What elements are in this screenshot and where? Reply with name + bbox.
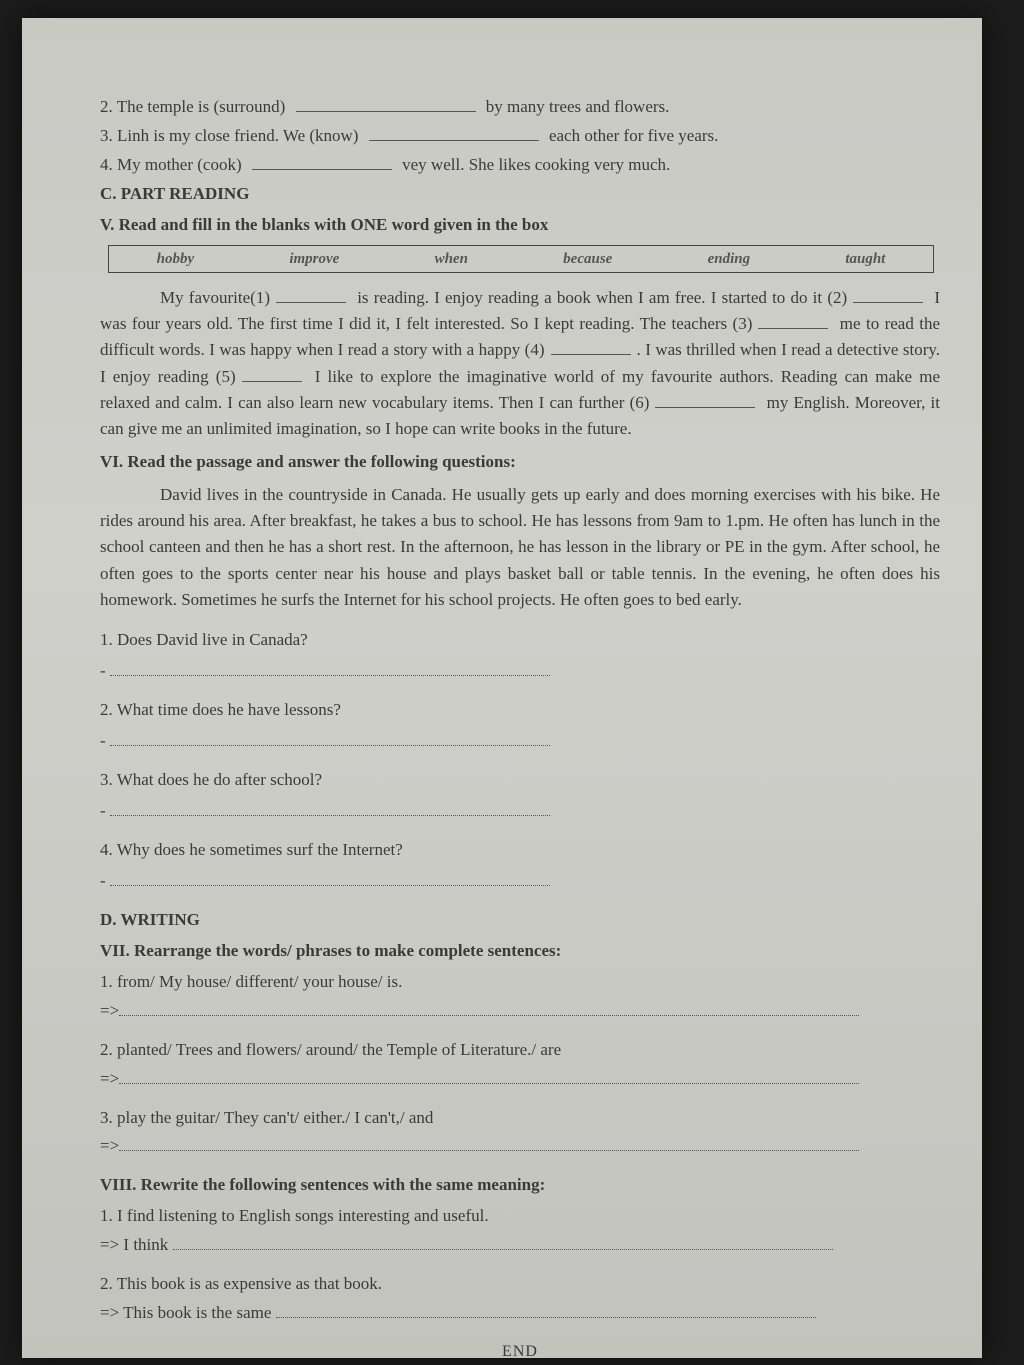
word-box-item: because	[563, 250, 613, 267]
cloze-blank-1[interactable]	[276, 301, 346, 303]
rewrite-item-2: 2. This book is as expensive as that book.	[100, 1274, 383, 1294]
rearrange-answer-1[interactable]: =>	[100, 1000, 940, 1023]
rearrange-answer-2[interactable]: =>	[100, 1068, 940, 1091]
part-b-item-2: 2. The temple is (surround) by many trees and flowers.	[100, 97, 670, 116]
answer-blank[interactable]	[369, 139, 539, 141]
word-box-item: taught	[845, 250, 886, 267]
answer-blank[interactable]	[252, 168, 392, 170]
rearrange-answer-3[interactable]: =>	[100, 1135, 940, 1158]
answer-line-1[interactable]: -	[100, 660, 940, 683]
word-box	[108, 245, 934, 273]
rearrange-item-3: 3. play the guitar/ They can't/ either./ I can't,/ and	[100, 1107, 434, 1127]
section-viii-title: VIII. Rewrite the following sentences with the same meaning:	[100, 1175, 546, 1195]
rearrange-item-1: 1. from/ My house/ different/ your house/ is.	[100, 971, 403, 991]
cloze-blank-4[interactable]	[551, 353, 631, 355]
rewrite-answer-2[interactable]: => This book is the same	[100, 1302, 940, 1325]
section-v-title: V. Read and fill in the blanks with ONE word given in the box	[100, 214, 549, 234]
part-b-item-3: 3. Linh is my close friend. We (know) each other for five years.	[100, 125, 719, 145]
answer-line-3[interactable]: -	[100, 800, 940, 823]
word-box-item: hobby	[156, 250, 195, 267]
section-vi-title: VI. Read the passage and answer the following questions:	[100, 451, 516, 471]
end-label: END	[502, 1343, 538, 1361]
cloze-blank-6[interactable]	[655, 406, 755, 408]
cloze-blank-5[interactable]	[242, 380, 302, 382]
part-b-item-4: 4. My mother (cook) vey well. She likes cooking very much.	[100, 154, 671, 174]
cloze-blank-3[interactable]	[758, 327, 828, 329]
cloze-passage: My favourite(1) is reading. I enjoy reading a book when I am free. I started to do it (2) I was four years old. The first time I did it, I felt interested. So I kept reading. The teachers (3) me to read the difficult words. I was happy when I read a story with a happy (4) . I was thrilled when I read a detective story. I enjoy reading (5) I like to explore the imaginative world of my favourite authors. Reading can make me relaxed and calm. I can also learn new vocabulary items. Then I can further (6) my English. Moreover, it can give me an unlimited imagination, so I hope can write books in the future.	[100, 287, 941, 439]
question-1: 1. Does David live in Canada?	[100, 630, 308, 650]
answer-blank[interactable]	[296, 110, 476, 112]
word-box-item: when	[434, 250, 468, 267]
part-c-title: C. PART READING	[100, 183, 250, 203]
reading-passage: David lives in the countryside in Canada. He usually gets up early and does morning exercises with his bike. He rides around his area. After breakfast, he takes a bus to school. He has lessons from 9am to 1.pm. He often has lunch in the school canteen and then he has a short rest. In the afternoon, he has lesson in the library or PE in the gym. After school, he often goes to the sports center near his house and plays basket ball or table tennis. In the evening, he often does his homework. Sometimes he surfs the Internet for his school projects. He often goes to bed early.	[100, 484, 940, 610]
word-box-item: improve	[289, 250, 340, 267]
worksheet-content	[100, 96, 940, 1363]
question-2: 2. What time does he have lessons?	[100, 700, 341, 720]
question-3: 3. What does he do after school?	[100, 770, 323, 790]
rewrite-answer-1[interactable]: => I think	[100, 1234, 940, 1257]
part-d-title: D. WRITING	[100, 909, 200, 929]
question-4: 4. Why does he sometimes surf the Internet?	[100, 840, 403, 860]
answer-line-2[interactable]: -	[100, 730, 940, 753]
word-box-item: ending	[707, 250, 751, 267]
section-vii-title: VII. Rearrange the words/ phrases to make complete sentences:	[100, 940, 562, 960]
rearrange-item-2: 2. planted/ Trees and flowers/ around/ the Temple of Literature./ are	[100, 1039, 562, 1059]
worksheet-page	[22, 18, 982, 1361]
cloze-blank-2[interactable]	[853, 301, 923, 303]
answer-line-4[interactable]: -	[100, 870, 940, 893]
rewrite-item-1: 1. I find listening to English songs interesting and useful.	[100, 1206, 489, 1226]
